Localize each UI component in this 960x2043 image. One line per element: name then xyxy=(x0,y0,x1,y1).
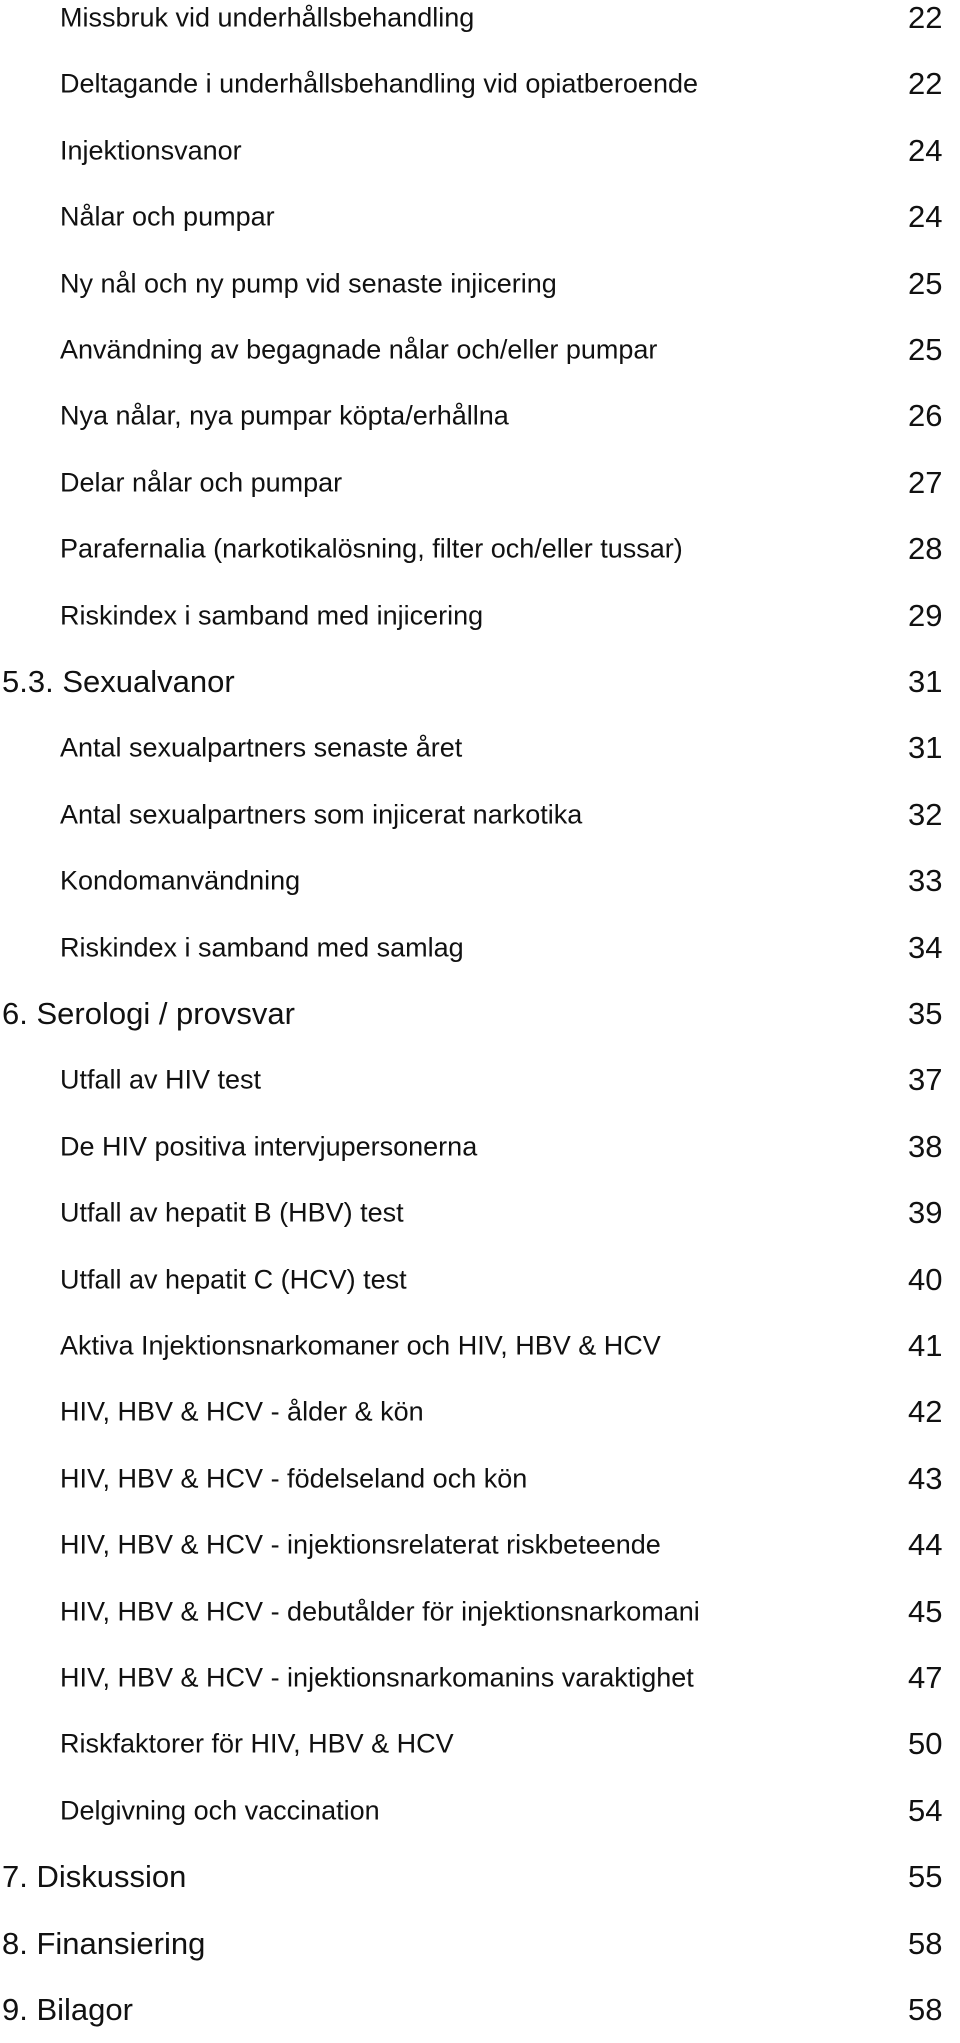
toc-entry-page-number: 31 xyxy=(908,664,943,699)
toc-entry-page-number: 43 xyxy=(908,1460,943,1496)
toc-entry-page-number: 29 xyxy=(908,597,943,633)
toc-entry-title: Ny nål och ny pump vid senaste injicering xyxy=(60,268,557,299)
toc-entry-page-number: 26 xyxy=(908,398,943,434)
toc-entry-page-number: 54 xyxy=(908,1792,943,1828)
toc-entry-page-number: 22 xyxy=(908,0,943,35)
toc-entry-page-number: 39 xyxy=(908,1195,943,1231)
toc-entry-page-number: 24 xyxy=(908,199,943,235)
toc-entry-title: Utfall av HIV test xyxy=(60,1064,262,1095)
toc-entry[interactable] xyxy=(0,1446,960,1512)
toc-entry[interactable] xyxy=(0,1114,960,1180)
toc-entry-page-number: 25 xyxy=(908,332,943,367)
toc-entry[interactable] xyxy=(0,251,960,317)
toc-entry-page-number: 45 xyxy=(908,1593,943,1629)
toc-entry-title: Utfall av hepatit C (HCV) test xyxy=(60,1264,407,1295)
toc-entry-title: HIV, HBV & HCV - injektionsrelaterat riskbeteende xyxy=(60,1529,661,1560)
toc-section-entry[interactable] xyxy=(0,1977,960,2043)
toc-entry-title: Deltagande i underhållsbehandling vid opiatberoende xyxy=(60,68,698,99)
toc-entry-title: 7. Diskussion xyxy=(2,1859,187,1895)
toc-entry[interactable] xyxy=(0,450,960,516)
toc-entry-title: Delar nålar och pumpar xyxy=(60,467,343,498)
toc-entry[interactable] xyxy=(0,1047,960,1113)
toc-entry[interactable] xyxy=(0,1313,960,1379)
toc-entry[interactable] xyxy=(0,51,960,117)
toc-entry-page-number: 38 xyxy=(908,1128,943,1164)
toc-entry-title: 9. Bilagor xyxy=(2,1992,133,2027)
toc-entry-page-number: 58 xyxy=(908,1925,943,1961)
toc-section-entry[interactable] xyxy=(0,1844,960,1910)
toc-entry-title: De HIV positiva intervjupersonerna xyxy=(60,1131,478,1162)
toc-entry-page-number: 28 xyxy=(908,531,943,567)
toc-entry[interactable] xyxy=(0,1711,960,1777)
toc-entry-title: Användning av begagnade nålar och/eller pumpar xyxy=(60,334,658,365)
toc-entry[interactable] xyxy=(0,848,960,914)
toc-entry-title: Delgivning och vaccination xyxy=(60,1795,380,1826)
toc-entry-title: Aktiva Injektionsnarkomaner och HIV, HBV & HCV xyxy=(60,1330,661,1361)
toc-entry-page-number: 40 xyxy=(908,1261,943,1297)
toc-entry-title: Utfall av hepatit B (HBV) test xyxy=(60,1197,404,1228)
toc-entry-title: Kondomanvändning xyxy=(60,865,301,896)
toc-entry[interactable] xyxy=(0,516,960,582)
toc-entry-title: Riskfaktorer för HIV, HBV & HCV xyxy=(60,1728,454,1759)
toc-entry-page-number: 24 xyxy=(908,132,943,168)
toc-entry[interactable] xyxy=(0,1579,960,1645)
toc-entry-title: Antal sexualpartners som injicerat narkotika xyxy=(60,799,583,830)
toc-entry-page-number: 33 xyxy=(908,863,943,899)
toc-entry[interactable] xyxy=(0,1778,960,1844)
toc-entry-page-number: 25 xyxy=(908,265,943,301)
toc-entry-page-number: 42 xyxy=(908,1394,943,1430)
toc-entry-page-number: 41 xyxy=(908,1328,943,1363)
toc-entry[interactable] xyxy=(0,383,960,449)
toc-entry-title: Injektionsvanor xyxy=(60,135,242,166)
toc-entry-title: Nya nålar, nya pumpar köpta/erhållna xyxy=(60,400,509,431)
toc-entry-page-number: 47 xyxy=(908,1660,943,1695)
toc-entry-page-number: 27 xyxy=(908,464,943,500)
toc-entry-title: 6. Serologi / provsvar xyxy=(2,996,295,1031)
toc-entry-page-number: 35 xyxy=(908,996,943,1031)
toc-entry[interactable] xyxy=(0,184,960,250)
toc-entry-title: 5.3. Sexualvanor xyxy=(2,664,235,699)
toc-entry[interactable] xyxy=(0,583,960,649)
toc-entry-title: Missbruk vid underhållsbehandling xyxy=(60,2,475,33)
toc-entry-title: HIV, HBV & HCV - injektionsnarkomanins varaktighet xyxy=(60,1662,694,1693)
toc-entry-page-number: 34 xyxy=(908,929,943,965)
toc-entry-title: Nålar och pumpar xyxy=(60,201,275,232)
toc-entry-title: Riskindex i samband med samlag xyxy=(60,932,464,963)
toc-section-entry[interactable] xyxy=(0,649,960,715)
toc-section-entry[interactable] xyxy=(0,981,960,1047)
toc-entry-page-number: 37 xyxy=(908,1062,943,1098)
toc-entry[interactable] xyxy=(0,0,960,51)
toc-entry-title: Parafernalia (narkotikalösning, filter och/eller tussar) xyxy=(60,533,683,564)
toc-entry[interactable] xyxy=(0,1247,960,1313)
toc-entry[interactable] xyxy=(0,915,960,981)
toc-entry-title: Riskindex i samband med injicering xyxy=(60,600,484,631)
toc-entry-title: HIV, HBV & HCV - debutålder för injektionsnarkomani xyxy=(60,1596,700,1627)
toc-entry-page-number: 44 xyxy=(908,1527,943,1563)
toc-entry-title: 8. Finansiering xyxy=(2,1925,206,1961)
toc-section-entry[interactable] xyxy=(0,1911,960,1977)
toc-entry[interactable] xyxy=(0,782,960,848)
toc-entry[interactable] xyxy=(0,1379,960,1445)
toc-entry[interactable] xyxy=(0,1512,960,1578)
toc-entry[interactable] xyxy=(0,1180,960,1246)
toc-entry[interactable] xyxy=(0,317,960,383)
toc-entry-title: HIV, HBV & HCV - ålder & kön xyxy=(60,1396,424,1427)
toc-entry-title: HIV, HBV & HCV - födelseland och kön xyxy=(60,1463,528,1494)
toc-entry-page-number: 55 xyxy=(908,1859,943,1895)
toc-entry-title: Antal sexualpartners senaste året xyxy=(60,732,463,763)
toc-entry[interactable] xyxy=(0,1645,960,1711)
toc-entry-page-number: 50 xyxy=(908,1726,943,1762)
toc-entry[interactable] xyxy=(0,715,960,781)
toc-entry-page-number: 22 xyxy=(908,66,943,102)
toc-entry-page-number: 58 xyxy=(908,1992,943,2027)
toc-entry-page-number: 32 xyxy=(908,796,943,832)
toc-entry[interactable] xyxy=(0,118,960,184)
toc-entry-page-number: 31 xyxy=(908,730,943,766)
